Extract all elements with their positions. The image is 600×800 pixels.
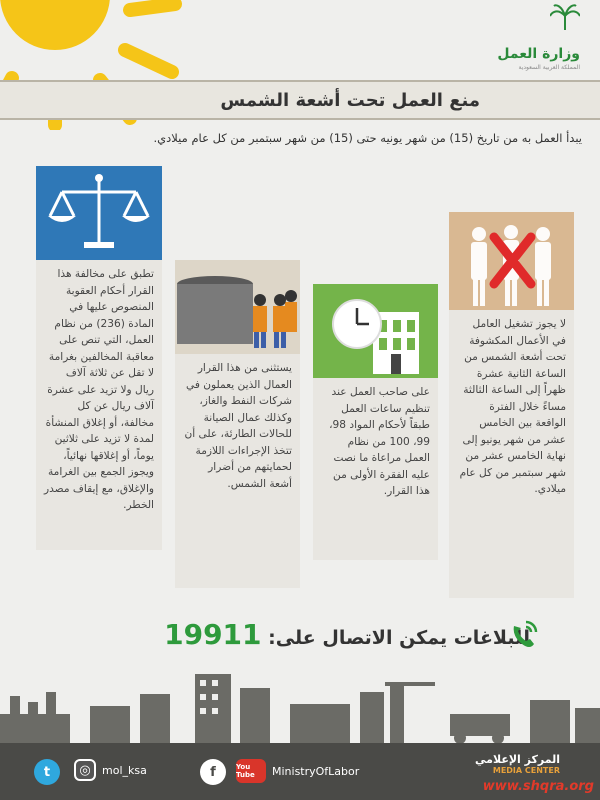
page-title: منع العمل تحت أشعة الشمس xyxy=(220,90,480,111)
clock-building-illustration xyxy=(313,284,438,378)
instagram-icon: ◎ xyxy=(74,759,96,781)
rule-text-4: تطبق على مخالفة هذا القرار أحكام العقوبة المنصوص عليها في المادة (236) من نظام العمل، التي تنص على معاقبة المخالفين بغرامة لا تقل عن ثلاثة آلاف ريال ولا تزيد على عشرة آلاف ريال عن كل مخالفة، أو إغلاق المنشأة لمدة لا تزيد على ثلاثين يوماً، أو إغلاقها نهائياً، ويجوز الجمع بين الغرامة والإغلاق، مع إيقاف مصدر الخطر. xyxy=(43,268,154,511)
intro-text: يبدأ العمل به من تاريخ (15) من شهر يونيه حتى (15) من شهر سبتمبر من كل عام ميلادي. xyxy=(153,131,582,145)
title-bar xyxy=(0,80,600,120)
hotline-label: للبلاغات يمكن الاتصال على: xyxy=(268,627,530,649)
rule-text-2: على صاحب العمل عند تنظيم ساعات العمل طبقاً لأحكام المواد 98، 99، 100 من نظام العمل مراعاة ما نصت عليه الفقرة الأولى من هذا القرار. xyxy=(329,386,430,497)
logo-title: وزارة العمل xyxy=(497,46,580,62)
hotline xyxy=(90,618,530,651)
logo-subtitle: المملكة العربية السعودية xyxy=(518,64,580,71)
phone-icon xyxy=(506,616,542,652)
facebook-icon: f xyxy=(200,759,226,785)
facebook-link[interactable] xyxy=(200,759,226,785)
twitter-link[interactable] xyxy=(34,759,60,785)
rule-box-3 xyxy=(175,354,300,588)
rule-box-4 xyxy=(36,260,162,550)
rule-text-1: لا يجوز تشغيل العامل في الأعمال المكشوفة تحت أشعة الشمس من الساعة الثانية عشرة ظهراً إلى الساعة الثالثة مساءً خلال الفترة الواقعة بين الخامس عشر من شهر يونيو إلى نهاية الخامس عشر من شهر سبتمبر من كل عام ميلادي. xyxy=(459,318,566,495)
rule-text-3: يستثنى من هذا القرار العمال الذين يعملون في شركات النفط والغاز، وكذلك عمال الصيانة للحالات الطارئة، على أن تتخذ الإجراءات اللازمة لحمايتهم من أضرار أشعة الشمس. xyxy=(184,362,292,490)
media-center-ar: المركز الإعلامي xyxy=(475,753,560,766)
youtube-icon: You Tube xyxy=(236,759,266,783)
media-center-logo xyxy=(475,753,560,775)
watermark: www.shqra.org xyxy=(482,779,594,794)
no-workers-illustration xyxy=(449,212,574,310)
ministry-logo xyxy=(470,18,580,71)
rule-box-1 xyxy=(449,310,574,598)
hotline-number[interactable]: 19911 xyxy=(164,618,262,651)
rule-box-2 xyxy=(313,378,438,560)
city-skyline-graphic xyxy=(0,664,600,744)
instagram-link[interactable] xyxy=(74,759,147,781)
media-center-en: MEDIA CENTER xyxy=(492,766,560,775)
scales-icon xyxy=(36,166,162,260)
justice-scales-illustration xyxy=(36,166,162,260)
oil-workers-illustration xyxy=(175,260,300,354)
instagram-handle: mol_ksa xyxy=(102,763,147,777)
youtube-link[interactable] xyxy=(236,759,359,783)
footer xyxy=(0,743,600,800)
twitter-icon: t xyxy=(34,759,60,785)
palm-icon xyxy=(550,4,580,30)
youtube-handle: MinistryOfLabor xyxy=(272,764,360,778)
